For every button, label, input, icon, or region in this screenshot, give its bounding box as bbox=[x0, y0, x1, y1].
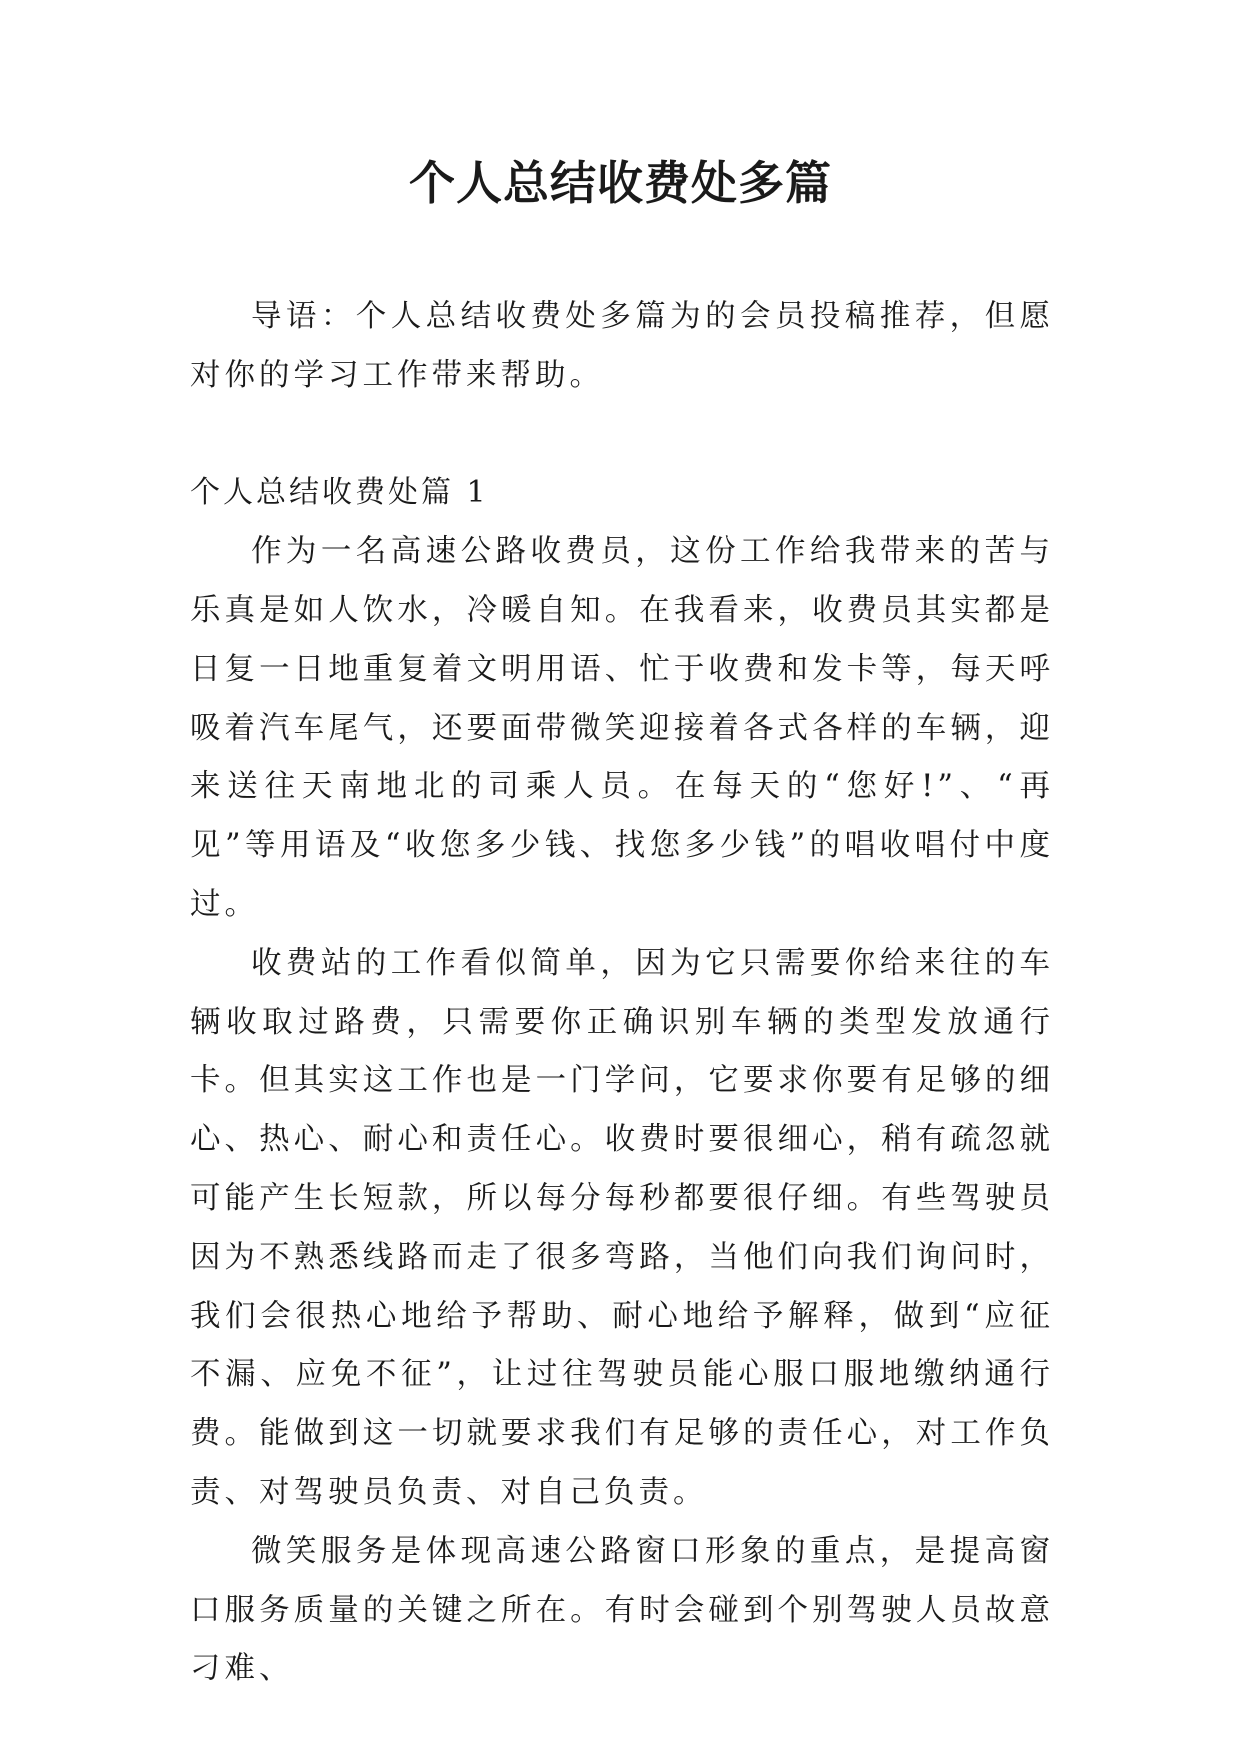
document-title: 个人总结收费处多篇 bbox=[409, 156, 832, 210]
section-heading: 个人总结收费处篇 1 bbox=[190, 475, 489, 511]
body-paragraph-3: 微笑服务是体现高速公路窗口形象的重点，是提高窗口服务质量的关键之所在。有时会碰到个别驾驶人员故意刁难、 bbox=[190, 1533, 1054, 1687]
body-paragraph-2: 收费站的工作看似简单，因为它只需要你给来往的车辆收取过路费，只需要你正确识别车辆的类型发放通行卡。但其实这工作也是一门学问，它要求你要有足够的细心、热心、耐心和责任心。收费时要很细心，稍有疏忽就可能产生长短款，所以每分每秒都要很仔细。有些驾驶员因为不熟悉线路而走了很多弯路，当他们向我们询问时，我们会很热心地给予帮助、耐心地给予解释，做到“应征不漏、应免不征”，让过往驾驶员能心服口服地缴纳通行费。能做到这一切就要求我们有足够的责任心，对工作负责、对驾驶员负责、对自己负责。 bbox=[190, 945, 1054, 1510]
document-body bbox=[190, 288, 1054, 1699]
intro-paragraph: 导语：个人总结收费处多篇为的会员投稿推荐，但愿对你的学习工作带来帮助。 bbox=[190, 299, 1054, 393]
body-paragraph-1: 作为一名高速公路收费员，这份工作给我带来的苦与乐真是如人饮水，冷暖自知。在我看来，收费员其实都是日复一日地重复着文明用语、忙于收费和发卡等，每天呼吸着汽车尾气，还要面带微笑迎接着各式各样的车辆，迎来送往天南地北的司乘人员。在每天的“您好!”、“再见”等用语及“收您多少钱、找您多少钱”的唱收唱付中度过。 bbox=[190, 534, 1054, 922]
